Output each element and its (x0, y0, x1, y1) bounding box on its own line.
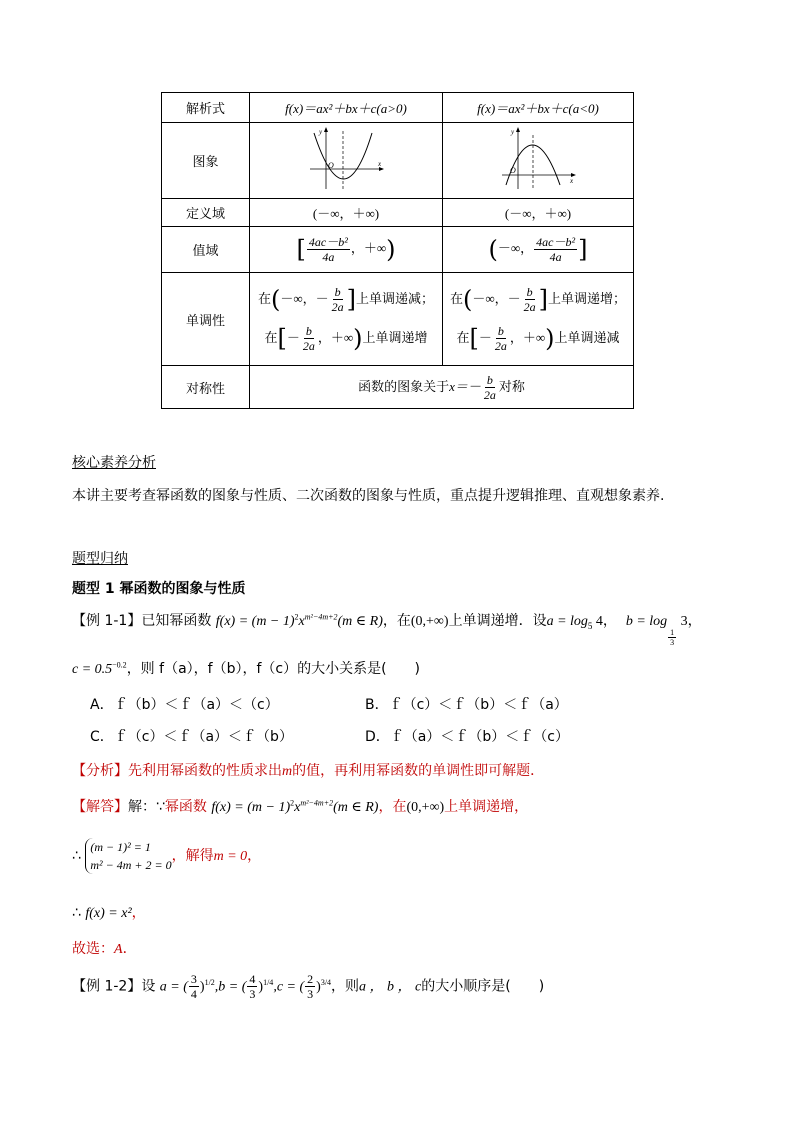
domain-value-2: (－∞，＋∞) (443, 199, 634, 227)
quadratic-properties-table (161, 92, 634, 409)
header-col1: f(x)＝ax²＋bx＋c(a>0) (250, 93, 443, 123)
svg-text:O: O (510, 165, 516, 175)
example-1-2-stem: 【例 1-2】设 a = ( $\frac{3}{4}$ )$^{1/2}$,b = ( $\frac{4}{3}$ )$^{1/4}$,c = ( $\frac{2}{3}$ )$^{3/4}$，则a ， b ， c的大小顺序是( ) (72, 972, 545, 1001)
graph-upward (250, 123, 443, 199)
option-c[interactable]: C．ｆ（c）＜ｆ（a）＜ｆ（b） (90, 729, 293, 745)
downward-parabola-graph (498, 125, 578, 193)
svg-text:x: x (378, 159, 382, 168)
svg-text:y: y (319, 127, 323, 136)
row-range-label: 值域 (162, 227, 250, 273)
upward-parabola-graph (306, 125, 386, 193)
solution-choose: 故选：A． (72, 941, 137, 957)
row-graph-label: 图象 (162, 123, 250, 199)
core-analysis-text: 本讲主要考查幂函数的图象与性质、二次函数的图象与性质，重点提升逻辑推理、直观想象素养. (72, 488, 665, 504)
row-mono-label: 单调性 (162, 273, 250, 366)
svg-text:O: O (328, 160, 334, 170)
header-label: 解析式 (162, 93, 250, 123)
mono-value-1: 在(－∞，－ $\frac{b}{2a}$ ]上单调递减； 在[－ $\frac{b}{2a}$ ，＋∞)上单调递增 (250, 273, 443, 366)
header-col2: f(x)＝ax²＋bx＋c(a<0) (443, 93, 634, 123)
range-value-2: (－∞， $\frac{\text{4ac－b²}}{4a}$ ] (443, 227, 634, 273)
option-b[interactable]: B．ｆ（c）＜ｆ（b）＜ｆ（a） (365, 697, 568, 713)
solution-system: ∴ (m − 1)² = 1 m² − 4m + 2 = 0 ，解得m = 0， (72, 840, 262, 872)
example-1-1-stem: 【例 1-1】已知幂函数 $f(x) = (m - 1)^2x^{m^2-4m+2}(m$ ∈ R)，在(0,+∞)上单调递增．设$a = \log_5 4$， b = log $\frac{1}{3}$ 3， (72, 612, 702, 647)
core-analysis-title: 核心素养分析 (72, 455, 156, 471)
graph-downward (443, 123, 634, 199)
svg-text:y: y (511, 127, 515, 136)
sym-value: 函数的图象关于x＝－ $\frac{b}{2a}$ 对称 (250, 366, 634, 409)
solution-fx: ∴ f(x) = x²， (72, 905, 146, 921)
example-1-1-stem-2: $c = 0.5^{-0.2}$，则 f（a），f（b），f（c）的大小关系是( ) (72, 660, 421, 677)
type1-subtitle: 题型 1 幂函数的图象与性质 (72, 581, 246, 597)
equation-system: (m − 1)² = 1 m² − 4m + 2 = 0 (85, 838, 171, 874)
range-value-1: [ $\frac{\text{4ac－b²}}{4a}$ ，＋∞) (250, 227, 443, 273)
analysis-line: 【分析】先利用幂函数的性质求出m的值，再利用幂函数的单调性即可解题． (72, 763, 545, 779)
option-a[interactable]: A．ｆ（b）＜ｆ（a）＜（c） (90, 697, 279, 713)
domain-value-1: (－∞，＋∞) (250, 199, 443, 227)
row-domain-label: 定义域 (162, 199, 250, 227)
mono-value-2: 在(－∞，－ $\frac{b}{2a}$ ]上单调递增； 在[－ $\frac{b}{2a}$ ，＋∞)上单调递减 (443, 273, 634, 366)
option-d[interactable]: D．ｆ（a）＜ｆ（b）＜ｆ（c） (365, 729, 569, 745)
question-types-title: 题型归纳 (72, 551, 128, 567)
row-sym-label: 对称性 (162, 366, 250, 409)
solution-line-1: 【解答】解：∵幂函数 $f(x) = (m - 1)^2x^{m^2-4m+2}(m$ ∈ R)，在(0,+∞)上单调递增， (72, 798, 529, 815)
svg-text:x: x (570, 176, 574, 185)
